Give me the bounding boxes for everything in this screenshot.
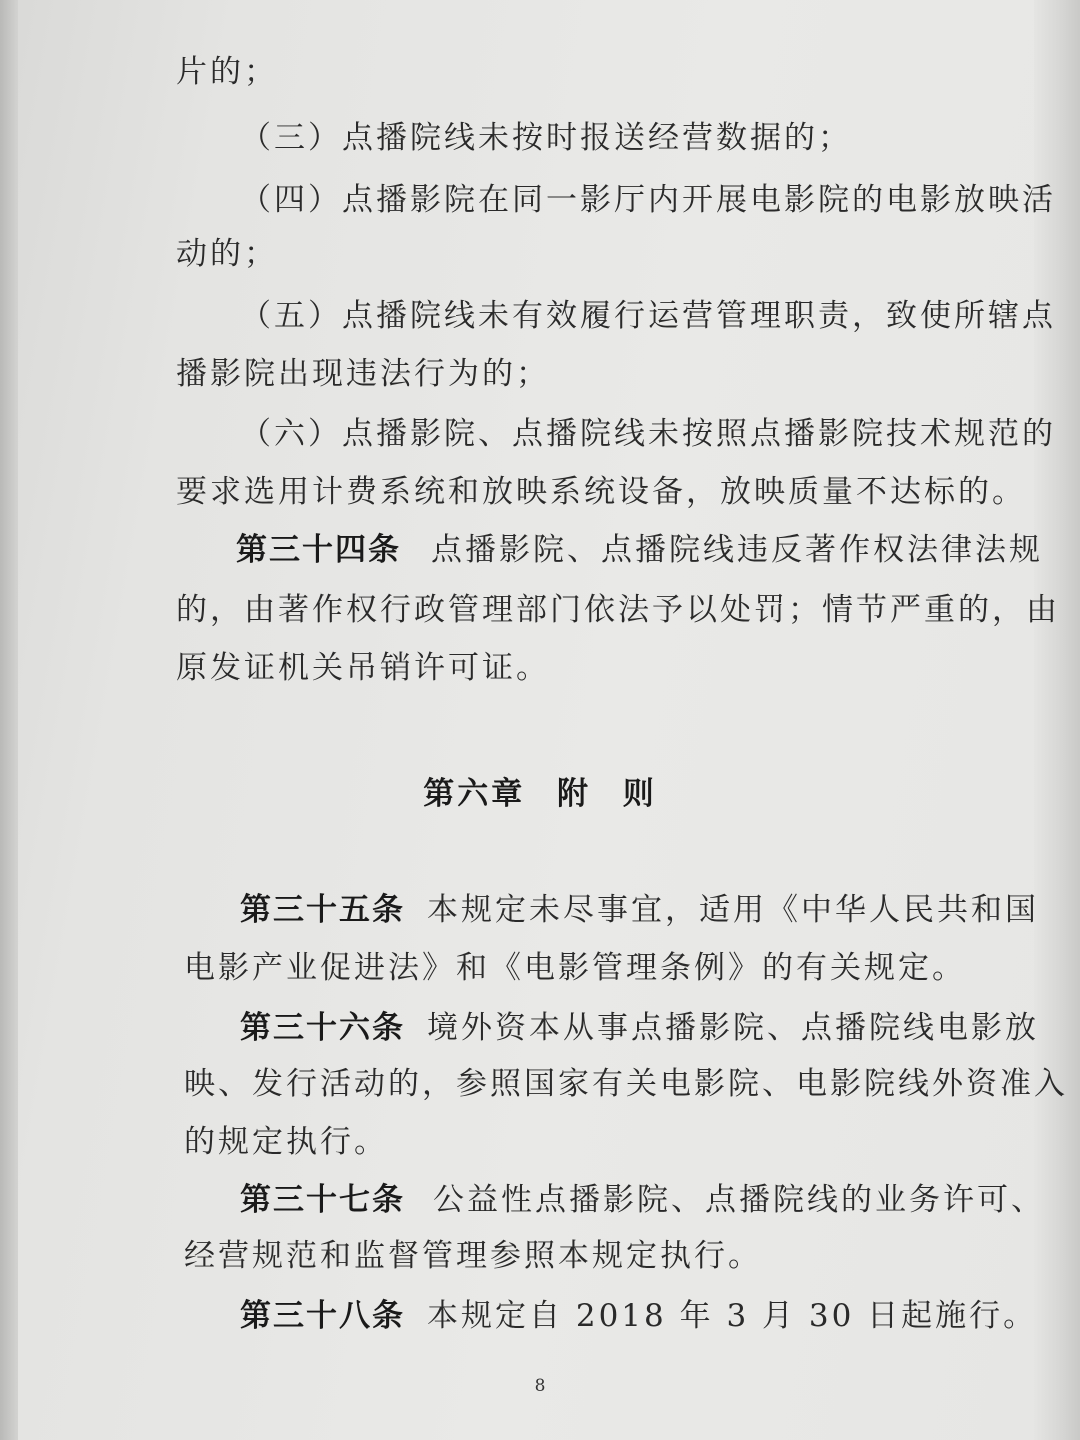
text-line: 经营规范和监督管理参照本规定执行。 [184, 1238, 762, 1274]
text-line: 电影产业促进法》和《电影管理条例》的有关规定。 [184, 950, 966, 986]
article-heading: 第三十八条 [240, 1298, 405, 1334]
article-37 [240, 1180, 1045, 1220]
article-36 [240, 1008, 1039, 1048]
text-line: 要求选用计费系统和放映系统设备，放映质量不达标的。 [176, 474, 1026, 510]
article-heading: 第三十七条 [240, 1182, 405, 1218]
text-line: （三）点播院线未按时报送经营数据的； [240, 120, 852, 156]
text-line: （五）点播院线未有效履行运营管理职责，致使所辖点 [240, 298, 1056, 334]
article-text: 本规定自 2018 年 3 月 30 日起施行。 [427, 1298, 1038, 1334]
text-line: （四）点播影院在同一影厅内开展电影院的电影放映活 [240, 182, 1056, 218]
text-line: 动的； [176, 236, 278, 272]
article-heading: 第三十四条 [236, 532, 401, 568]
text-line: 的规定执行。 [184, 1124, 388, 1160]
article-text: 境外资本从事点播影院、点播院线电影放 [427, 1010, 1039, 1046]
article-text: 公益性点播影院、点播院线的业务许可、 [433, 1182, 1045, 1218]
article-38 [240, 1296, 1037, 1336]
article-35 [240, 890, 1039, 930]
binding-shadow [0, 0, 18, 1440]
text-line: 片的； [176, 54, 278, 90]
text-line: 映、发行活动的，参照国家有关电影院、电影院线外资准入 [184, 1066, 1068, 1102]
chapter-heading: 第六章 附 则 [423, 776, 657, 812]
article-34 [236, 530, 1043, 570]
text-line: 的，由著作权行政管理部门依法予以处罚；情节严重的，由 [176, 592, 1060, 628]
text-line: 播影院出现违法行为的； [176, 356, 550, 392]
page-number: 8 [534, 1376, 546, 1396]
text-line: 原发证机关吊销许可证。 [176, 650, 550, 686]
article-heading: 第三十五条 [240, 892, 405, 928]
article-heading: 第三十六条 [240, 1010, 405, 1046]
article-text: 本规定未尽事宜，适用《中华人民共和国 [427, 892, 1039, 928]
article-text: 点播影院、点播院线违反著作权法律法规 [431, 532, 1043, 568]
text-line: （六）点播影院、点播院线未按照点播影院技术规范的 [240, 416, 1056, 452]
